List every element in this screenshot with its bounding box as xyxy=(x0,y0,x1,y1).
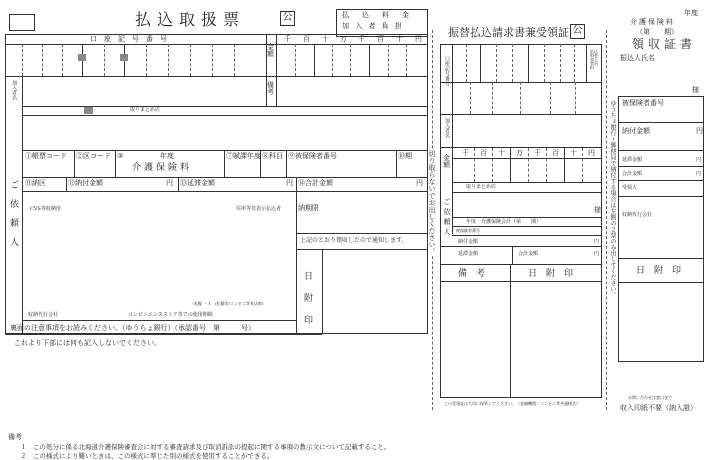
middle-kingaku-label: 金額 xyxy=(443,154,450,169)
left-nendo: 年度 xyxy=(160,152,174,160)
left-f3: ③ xyxy=(117,152,124,160)
right-hizuke: 日 附 印 xyxy=(636,266,682,276)
left-f10: ⑩期 xyxy=(398,152,412,160)
left-top-small-box xyxy=(9,14,35,31)
right-ryoshusho: 領収証書 xyxy=(632,37,697,51)
right-yen-2: 円 xyxy=(696,157,702,163)
right-frame xyxy=(618,96,704,362)
perforation-2 xyxy=(606,30,607,410)
left-jusho: 住所等非表示払込者 xyxy=(236,206,282,212)
middle-foot: この受領証は大切に保管してください。（金融機関／コンビニ等共通様式） xyxy=(444,401,580,406)
left-small-note: （札幌 ・ 1 (札幌市/コンビニ等来店時) xyxy=(190,301,264,306)
middle-digit-6: 十 xyxy=(570,149,577,157)
right-haraikomi: 振込人氏名 xyxy=(620,54,655,62)
middle-nendo-row: 年度 介護保険会計（第 期） xyxy=(466,219,542,225)
left-nouki: 納期限 xyxy=(298,204,319,212)
right-syunou: 収納代行会社 xyxy=(622,212,653,218)
left-f13: ⑬延滞金額 xyxy=(180,179,215,187)
left-koreyori: これより下部には何も記入しないでください。 xyxy=(14,339,161,347)
right-ki: （第 期） xyxy=(636,28,678,36)
middle-digit-0: 千 xyxy=(462,149,469,157)
left-bikou-label: 備考 xyxy=(267,81,274,96)
middle-yen-1: 円 xyxy=(594,239,600,245)
middle-account-label: 口座記号番号 xyxy=(444,56,450,86)
left-yen-14: 円 xyxy=(416,179,423,187)
right-nendo: 年度 xyxy=(684,9,698,17)
left-hizuke: 日附印 xyxy=(304,272,314,326)
right-small-foot: お問い合わせは窓口まで xyxy=(628,395,672,400)
left-digit-6: 十 xyxy=(396,35,403,43)
right-hihoken: 被保険者番号 xyxy=(622,99,664,107)
right-shuunyuu: 収入印紙不要（納入證） xyxy=(620,404,697,412)
middle-matome: 取りまとめ店 xyxy=(466,184,497,190)
left-f11: ⑪納区 xyxy=(25,179,46,187)
left-f7: ⑦賦課年度 xyxy=(226,152,261,160)
middle-bikou: 備 考 xyxy=(458,269,486,279)
left-kingaku-label: 金額 xyxy=(267,43,274,58)
right-vertical: ゆうちょ銀行・郵便局で納付する場合は左側の２票のみ出してください。 xyxy=(609,100,616,298)
left-digit-7: 円 xyxy=(415,35,422,43)
middle-digit-5: 百 xyxy=(552,149,559,157)
middle-entai: 延滞金額 xyxy=(458,251,479,257)
middle-title: 振替払込請求書兼受領証 xyxy=(448,26,569,39)
right-sama: 様 xyxy=(692,86,699,94)
left-f1: ①帳票コード xyxy=(25,152,67,160)
middle-hizuke: 日 附 印 xyxy=(528,269,574,279)
left-kanyusha-label: 加入者名 xyxy=(11,80,17,100)
left-digit-5: 百 xyxy=(377,35,384,43)
kiritori-text: 切り取らないでお出しください。 xyxy=(428,150,436,255)
left-conv: コンビニエンスストア等での使用期間 xyxy=(128,312,213,318)
left-f14: ⑭合計金額 xyxy=(298,179,333,187)
left-digit-0: 千 xyxy=(284,35,291,43)
middle-yen-2: 円 xyxy=(594,251,600,257)
left-digit-1: 百 xyxy=(303,35,310,43)
middle-sama: 様 xyxy=(594,206,601,214)
middle-digit-4: 千 xyxy=(534,149,541,157)
middle-digit-7: 円 xyxy=(588,149,595,157)
left-title: 払込取扱票 xyxy=(135,10,246,29)
left-kou-mark: 公 xyxy=(280,11,295,26)
bikou-line2: ２ この様式により難いときは、この様式に準じた別の様式を使用することができる。 xyxy=(20,452,274,460)
left-f9: ⑨被保険者番号 xyxy=(288,152,337,160)
middle-kou-mark: 公 xyxy=(570,24,585,39)
middle-irai: ご依頼人 xyxy=(443,198,451,238)
left-notice: 上記のとおり領収したので通知します。 xyxy=(300,237,408,244)
left-matome: 取りまとめ店 xyxy=(130,107,161,113)
middle-digit-1: 百 xyxy=(480,149,487,157)
left-digit-3: 万 xyxy=(340,35,347,43)
left-fee-line2: 加 入 者 負 担 xyxy=(342,22,404,30)
left-digit-2: 十 xyxy=(322,35,329,43)
left-fee-line1: 払 込 料 金 xyxy=(342,11,412,19)
left-yen-13: 円 xyxy=(286,179,293,187)
bikou-line1: １ この処分に係る北海道介護保険審査会に対する審査請求及び取消訴訟の提起に関する事項の教示文について記載すること。 xyxy=(20,443,391,451)
right-entai: 延滞金額 xyxy=(622,157,643,163)
right-juryo: 受領人 xyxy=(622,185,638,191)
left-irai: ご依頼人 xyxy=(8,180,18,256)
left-f8: ⑧科目 xyxy=(262,152,283,160)
right-yen-3: 円 xyxy=(696,171,702,177)
left-ura: 裏面の注意事項をお読みください。（ゆうちょ銀行）（承認番号 第 号） xyxy=(10,324,255,332)
left-f2: ②区コード xyxy=(76,152,111,160)
middle-kanyusha-label: 加入者名 xyxy=(444,118,450,138)
left-kaigo: 介護保険料 xyxy=(132,163,193,173)
bikou-title: 備考 xyxy=(8,433,22,441)
right-yen-1: 円 xyxy=(696,127,703,135)
right-noufu: 納付金額 xyxy=(622,127,650,135)
middle-digit-2: 十 xyxy=(498,149,505,157)
right-goukei: 合計金額 xyxy=(622,171,643,177)
middle-hihoken: 被保険者番号 xyxy=(456,228,480,233)
left-cvs: CVS等収納用 xyxy=(30,206,61,212)
left-yen-12: 円 xyxy=(166,179,173,187)
middle-noufu: 納付金額 xyxy=(458,239,479,245)
left-syunou: 収納代行会社 xyxy=(28,312,59,318)
middle-digit-3: 万 xyxy=(516,149,523,157)
right-kaigo: 介護保険料 xyxy=(630,18,675,26)
middle-fee: 払込料金加入者負担 xyxy=(590,49,598,70)
left-digit-4: 千 xyxy=(358,35,365,43)
left-account-label: 口 座 記 号 番 号 xyxy=(90,35,167,43)
left-f12: ⑫納付金額 xyxy=(68,179,103,187)
middle-goukei: 合計金額 xyxy=(518,251,539,257)
